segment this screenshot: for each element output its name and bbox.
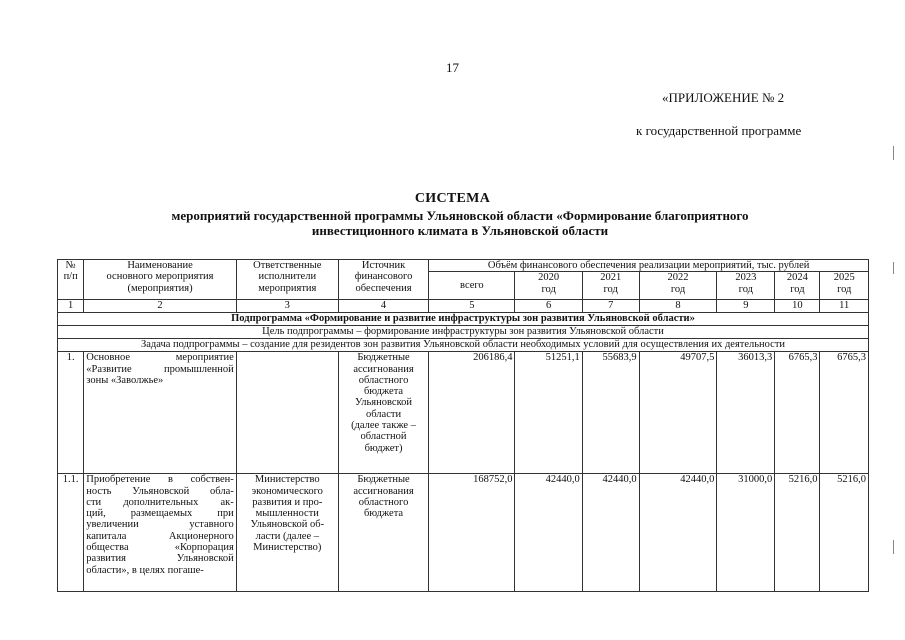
measures-table [57, 259, 869, 592]
scan-artifact [893, 262, 894, 274]
row-value-2021: 55683,9 [582, 352, 639, 474]
row-value-2024: 5216,0 [775, 474, 820, 592]
header-year-2020: 2020 год [515, 272, 582, 300]
header-year-2021: 2021 год [582, 272, 639, 300]
header-year-2022: 2022 год [639, 272, 717, 300]
column-number: 3 [236, 300, 338, 313]
row-value-2023: 31000,0 [717, 474, 775, 592]
header-executors: Ответственные исполнители мероприятия [236, 260, 338, 300]
document-subtitle [80, 208, 840, 238]
column-number: 6 [515, 300, 582, 313]
subprogram-row [58, 313, 869, 326]
column-number: 11 [820, 300, 869, 313]
column-numbers-row [58, 300, 869, 313]
table-row [58, 474, 869, 592]
header-total: всего [429, 272, 515, 300]
row-value-2020: 51251,1 [515, 352, 582, 474]
header-row-1 [58, 260, 869, 272]
subtitle-line-1: мероприятий государственной программы Ульяновской области «Формирование благоприятного [171, 208, 749, 223]
table-row [58, 352, 869, 474]
row-value-2020: 42440,0 [515, 474, 582, 592]
header-year-2023: 2023 год [717, 272, 775, 300]
column-number: 7 [582, 300, 639, 313]
header-name: Наименование основного мероприятия (мероприятия) [84, 260, 237, 300]
subprogram-goal: Цель подпрограммы – формирование инфраструктуры зон развития Ульяновской области [58, 326, 869, 339]
column-number: 8 [639, 300, 717, 313]
row-value-2025: 6765,3 [820, 352, 869, 474]
subprogram-task: Задача подпрограммы – создание для резидентов зон развития Ульяновской области необходимых условий для осуществления их деятельности [58, 339, 869, 352]
header-year-2025: 2025 год [820, 272, 869, 300]
subtitle-line-2: инвестиционного климата в Ульяновской области [311, 223, 609, 238]
row-name: Приобретение в собствен- ность Ульяновской обла- сти дополнительных ак- ций, размещаемых при увеличении уставного капитала Акционерного общества «Корпорация развития Ульяновской области», в целях погаше- [84, 474, 237, 592]
row-source: Бюджетные ассигнования областного бюджета Ульяновской области (далее также – областной бюджет) [338, 352, 428, 474]
row-num: 1. [58, 352, 84, 474]
row-num: 1.1. [58, 474, 84, 592]
row-value-2022: 42440,0 [639, 474, 717, 592]
row-value-2021: 42440,0 [582, 474, 639, 592]
page-number: 17 [446, 60, 459, 75]
row-value-2024: 6765,3 [775, 352, 820, 474]
appendix-title: «ПРИЛОЖЕНИЕ № 2 [662, 90, 785, 105]
row-executor: Министерство экономического развития и про- мышленности Ульяновской об- ласти (далее – Министерство) [236, 474, 338, 592]
column-number: 4 [338, 300, 428, 313]
row-source: Бюджетные ассигнования областного бюджета [338, 474, 428, 592]
header-volume: Объём финансового обеспечения реализации мероприятий, тыс. рублей [429, 260, 869, 272]
scan-artifact [893, 540, 894, 554]
row-value-total: 206186,4 [429, 352, 515, 474]
header-num: № п/п [58, 260, 84, 300]
document-title: СИСТЕМА [414, 191, 491, 206]
goal-row [58, 326, 869, 339]
header-source: Источник финансового обеспечения [338, 260, 428, 300]
row-name: Основное мероприятие «Развитие промышленной зоны «Заволжье» [84, 352, 237, 474]
subprogram-title: Подпрограмма «Формирование и развитие инфраструктуры зон развития Ульяновской области» [58, 313, 869, 326]
column-number: 1 [58, 300, 84, 313]
appendix-subtitle: к государственной программе [636, 123, 802, 138]
column-number: 10 [775, 300, 820, 313]
row-value-2025: 5216,0 [820, 474, 869, 592]
column-number: 5 [429, 300, 515, 313]
row-executor [236, 352, 338, 474]
column-number: 2 [84, 300, 237, 313]
row-value-2023: 36013,3 [717, 352, 775, 474]
header-year-2024: 2024 год [775, 272, 820, 300]
scan-artifact [893, 146, 894, 160]
task-row [58, 339, 869, 352]
row-value-total: 168752,0 [429, 474, 515, 592]
column-number: 9 [717, 300, 775, 313]
row-value-2022: 49707,5 [639, 352, 717, 474]
